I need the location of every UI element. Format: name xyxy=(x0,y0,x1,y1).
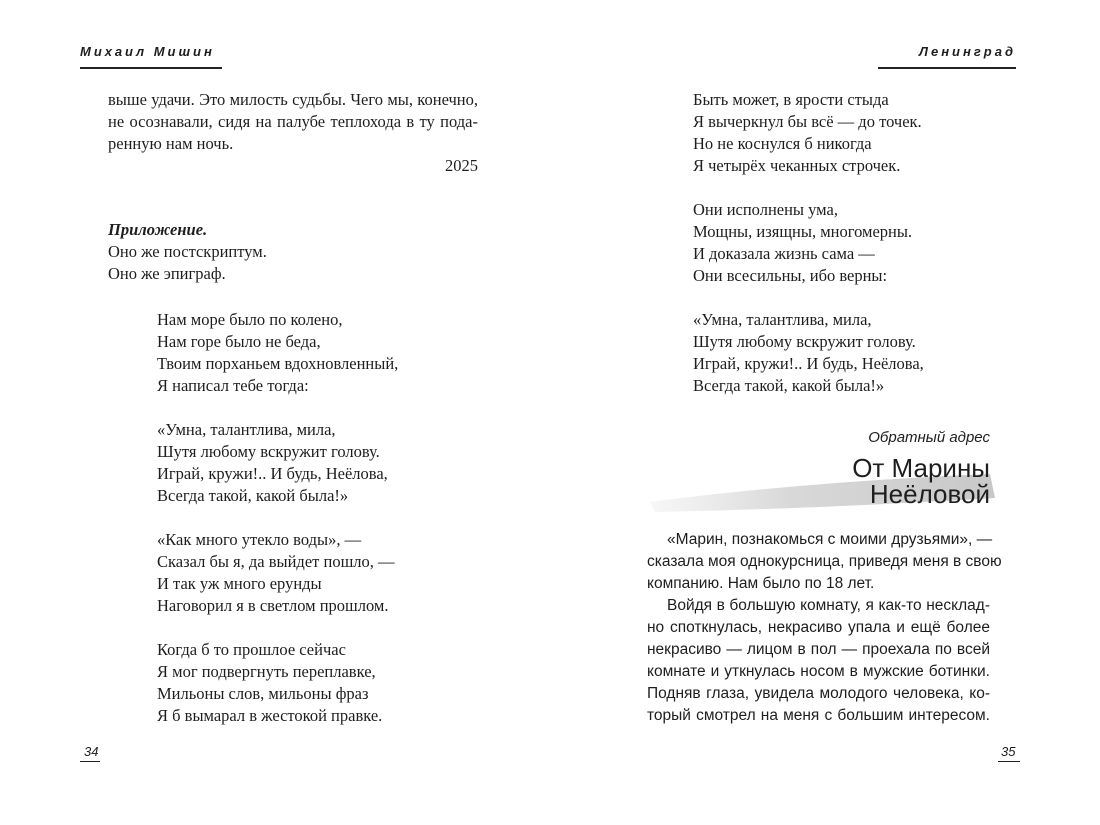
stanza xyxy=(157,419,398,507)
verse-line: Играй, кружи!.. И будь, Неёлова, xyxy=(693,354,924,373)
prose-line: но споткнулась, некрасиво упала и ещё более xyxy=(647,619,990,636)
verse-line: Я написал тебе тогда: xyxy=(157,376,309,395)
verse-line: Играй, кружи!.. И будь, Неёлова, xyxy=(157,464,388,483)
section-title xyxy=(852,455,990,507)
verse-line: Всегда такой, какой была!» xyxy=(157,486,349,505)
verse-line: Нам море было по колено, xyxy=(157,310,343,329)
appendix-line: Оно же эпиграф. xyxy=(108,264,226,283)
verse-line: Твоим порханьем вдохновленный, xyxy=(157,354,399,373)
verse-line: «Умна, талантлива, мила, xyxy=(693,310,872,329)
right-poem xyxy=(693,89,924,419)
verse-line: Мильоны слов, мильоны фраз xyxy=(157,684,369,703)
left-poem xyxy=(157,309,398,749)
prose-line: Войдя в большую комнату, я как-то несклад- xyxy=(667,597,990,614)
prose-line: компанию. Нам было по 18 лет. xyxy=(647,575,875,592)
prose-line: не осознавали, сидя на палубе теплохода в ту пода- xyxy=(108,112,478,131)
verse-line: «Умна, талантлива, мила, xyxy=(157,420,336,439)
page-number-rule xyxy=(80,761,100,762)
left-prose xyxy=(108,89,478,177)
verse-line: Сказал бы я, да выйдет пошло, — xyxy=(157,552,395,571)
section-label: Обратный адрес xyxy=(868,429,990,446)
verse-line: Быть может, в ярости стыда xyxy=(693,90,889,109)
stanza xyxy=(157,529,398,617)
verse-line: Когда б то прошлое сейчас xyxy=(157,640,346,659)
prose-line: комнате и уткнулась носом в мужские ботинки. xyxy=(647,663,990,680)
verse-line: Они всесильны, ибо верны: xyxy=(693,266,888,285)
header-rule xyxy=(80,67,222,69)
running-head-title: Ленинград xyxy=(919,44,1016,59)
verse-line: И доказала жизнь сама — xyxy=(693,244,875,263)
verse-line: И так уж много ерунды xyxy=(157,574,322,593)
verse-line: Я б вымарал в жестокой правке. xyxy=(157,706,383,725)
stanza xyxy=(693,309,924,397)
verse-line: Я мог подвергнуть переплавке, xyxy=(157,662,376,681)
verse-line: Всегда такой, какой была!» xyxy=(693,376,885,395)
right-prose xyxy=(647,529,1002,727)
stanza xyxy=(157,309,398,397)
appendix-title: Приложение. xyxy=(108,220,208,239)
prose-line: Подняв глаза, увидела молодого человека, ко- xyxy=(647,685,990,702)
stanza xyxy=(693,89,924,177)
section-title-line: От Марины xyxy=(852,453,990,483)
stanza xyxy=(693,199,924,287)
verse-line: «Как много утекло воды», — xyxy=(157,530,362,549)
verse-line: Они исполнены ума, xyxy=(693,200,838,219)
prose-line: выше удачи. Это милость судьбы. Чего мы, конечно, xyxy=(108,90,478,109)
prose-line: «Марин, познакомься с моими друзьями», — xyxy=(667,531,993,548)
year: 2025 xyxy=(445,156,478,175)
prose-line: сказала моя однокурсница, приведя меня в свою xyxy=(647,553,1002,570)
appendix-line: Оно же постскриптум. xyxy=(108,242,267,261)
header-rule xyxy=(878,67,1016,69)
verse-line: Наговорил я в светлом прошлом. xyxy=(157,596,389,615)
section-title-line: Неёловой xyxy=(869,479,990,509)
page-number-left: 34 xyxy=(84,744,99,759)
verse-line: Но не коснулся б никогда xyxy=(693,134,872,153)
running-head-author: Михаил Мишин xyxy=(80,44,215,59)
prose-line: некрасиво — лицом в пол — проехала по всей xyxy=(647,641,990,658)
page-number-right: 35 xyxy=(1001,744,1016,759)
verse-line: Я четырёх чеканных строчек. xyxy=(693,156,901,175)
verse-line: Шутя любому вскружит голову. xyxy=(157,442,380,461)
verse-line: Я вычеркнул бы всё — до точек. xyxy=(693,112,922,131)
page-number-rule xyxy=(998,761,1020,762)
verse-line: Нам горе было не беда, xyxy=(157,332,321,351)
prose-line: торый смотрел на меня с большим интересом. xyxy=(647,707,990,724)
verse-line: Мощны, изящны, многомерны. xyxy=(693,222,913,241)
stanza xyxy=(157,639,398,727)
prose-line: ренную нам ночь. xyxy=(108,134,234,153)
verse-line: Шутя любому вскружит голову. xyxy=(693,332,916,351)
appendix xyxy=(108,219,267,285)
